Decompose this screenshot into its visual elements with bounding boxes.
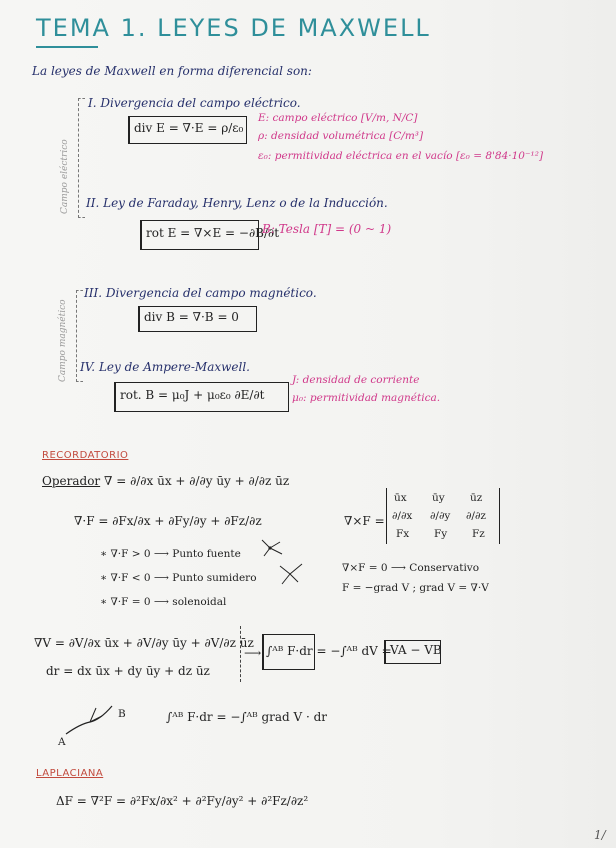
div-case-source: ∗ ∇·F > 0 ⟶ Punto fuente <box>100 548 241 560</box>
side-label-electric: Campo eléctrico <box>60 139 70 214</box>
operator-formula: ∇ = ∂/∂x ūx + ∂/∂y ūy + ∂/∂z ūz <box>104 474 290 488</box>
side-label-magnetic: Campo magnético <box>58 299 68 382</box>
integral-grad-formula: ∫ᴬᴮ F·dr = −∫ᴬᴮ grad V · dr <box>166 710 328 724</box>
law-2-note: B: Tesla [T] = (0 ~ 1) <box>262 222 392 236</box>
laplaciana-heading: LAPLACIANA <box>36 768 104 779</box>
line-integral-formula: ∫ᴬᴮ F·dr = −∫ᴬᴮ dV = <box>266 644 392 658</box>
law-2-heading: II. Ley de Faraday, Henry, Lenz o de la Inducción. <box>86 196 388 210</box>
curl-cell-2-2: Fz <box>472 528 485 540</box>
law-1-heading: I. Divergencia del campo eléctrico. <box>88 96 301 110</box>
law-1-note-1: E: campo eléctrico [V/m, N/C] <box>258 112 418 124</box>
curl-cell-2-1: Fy <box>434 528 448 540</box>
sink-sketch-icon <box>278 562 308 586</box>
curl-cell-0-1: ūy <box>432 492 445 504</box>
page-title: TEMA 1. LEYES DE MAXWELL <box>36 14 431 42</box>
law-4-formula: rot. B = μ₀J + μ₀ε₀ ∂E/∂t <box>120 388 265 402</box>
law-3-heading: III. Divergencia del campo magnético. <box>84 286 317 300</box>
title-underline <box>36 46 98 48</box>
gradient-field-note: F = −grad V ; grad V = ∇·V <box>342 582 489 594</box>
law-4-note-1: J: densidad de corriente <box>292 374 420 386</box>
law-4-note-2: μ₀: permitividad magnética. <box>292 392 441 404</box>
source-sketch-icon <box>258 536 292 560</box>
arrow-icon: ⟶ <box>244 646 262 660</box>
gradient-formula: ∇V = ∂V/∂x ūx + ∂V/∂y ūy + ∂V/∂z ūz <box>34 636 254 650</box>
point-a-label: A <box>58 736 66 748</box>
operator-label: Operador <box>42 474 101 488</box>
law-4-heading: IV. Ley de Ampere-Maxwell. <box>80 360 250 374</box>
conservative-note: ∇×F = 0 ⟶ Conservativo <box>342 562 480 574</box>
law-2-formula: rot E = ∇×E = −∂B/∂t <box>146 226 280 240</box>
gradient-bracket <box>232 626 241 682</box>
divergence-formula: ∇·F = ∂Fx/∂x + ∂Fy/∂y + ∂Fz/∂z <box>74 514 262 528</box>
intro-text: La leyes de Maxwell en forma diferencial son: <box>32 64 312 78</box>
law-1-note-3: ε₀: permitividad eléctrica en el vacío [ε₀ = 8'84·10⁻¹²] <box>258 150 544 162</box>
law-3-formula: div B = ∇·B = 0 <box>144 310 239 324</box>
div-case-solenoidal: ∗ ∇·F = 0 ⟶ solenoidal <box>100 596 227 608</box>
path-sketch-icon <box>60 696 130 746</box>
curl-cell-0-0: ūx <box>394 492 407 504</box>
curl-cell-1-1: ∂/∂y <box>430 510 451 522</box>
page-number: 1/ <box>594 828 606 842</box>
point-b-label: B <box>118 708 126 720</box>
div-case-sink: ∗ ∇·F < 0 ⟶ Punto sumidero <box>100 572 257 584</box>
recordatorio-heading: RECORDATORIO <box>42 450 129 461</box>
curl-label: ∇×F = <box>344 514 385 528</box>
dr-formula: dr = dx ūx + dy ūy + dz ūz <box>46 664 210 678</box>
curl-cell-0-2: ūz <box>470 492 483 504</box>
curl-cell-1-2: ∂/∂z <box>466 510 486 522</box>
line-integral-result: VA − VB <box>390 643 442 657</box>
law-1-formula: div E = ∇·E = ρ/ε₀ <box>134 121 244 135</box>
curl-cell-2-0: Fx <box>396 528 410 540</box>
law-1-note-2: ρ: densidad volumétrica [C/m³] <box>258 130 424 142</box>
laplaciana-formula: ΔF = ∇²F = ∂²Fx/∂x² + ∂²Fy/∂y² + ∂²Fz/∂z² <box>56 794 309 808</box>
curl-cell-1-0: ∂/∂x <box>392 510 413 522</box>
electric-bracket <box>78 98 85 218</box>
